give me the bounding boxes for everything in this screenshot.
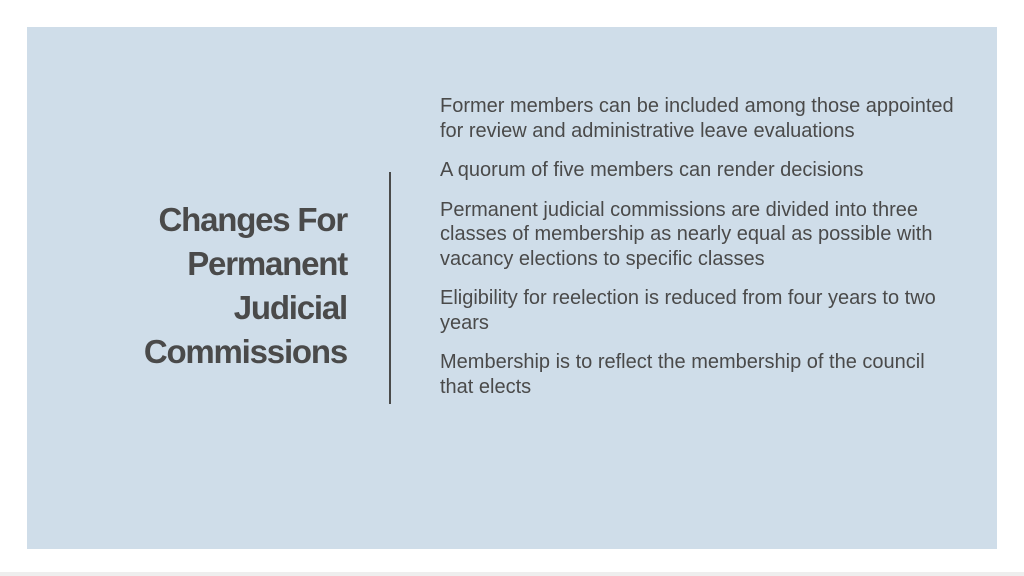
slide-title <box>47 198 347 374</box>
vertical-divider <box>389 172 391 404</box>
title-line: Commissions <box>143 333 347 370</box>
title-line: Changes For <box>158 201 347 238</box>
bullet-list <box>440 94 960 414</box>
bullet-item: Eligibility for reelection is reduced from four years to two years <box>440 287 936 334</box>
bullet-item: Permanent judicial commissions are divided into three classes of membership as nearly equal as possible with vacancy elections to specific classes <box>440 198 933 270</box>
title-line: Judicial <box>233 289 347 326</box>
bullet-item: Membership is to reflect the membership of the council that elects <box>440 351 925 398</box>
bullet-item: A quorum of five members can render decisions <box>440 159 864 181</box>
bottom-strip <box>0 572 1024 576</box>
title-line: Permanent <box>187 245 347 282</box>
bullet-item: Former members can be included among those appointed for review and administrative leave evaluations <box>440 95 954 142</box>
